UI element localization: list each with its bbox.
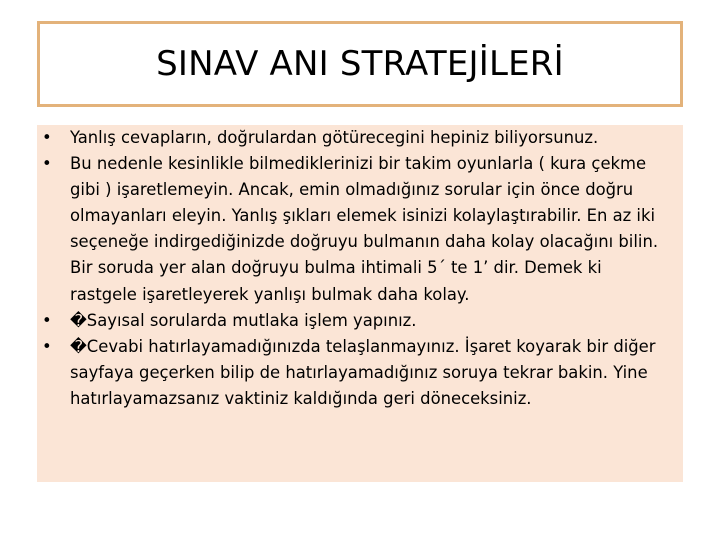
bullet-text: Yanlış cevapların, doğrulardan götürecegini hepiniz biliyorsunuz. xyxy=(70,128,599,147)
bullet-text: Bu nedenle kesinlikle bilmediklerinizi bir takim oyunlarla ( kura çekme gibi ) işaretlemeyin. Ancak, emin olmadığınız sorular için önce doğru olmayanları eleyin. Yanlış şıkları elemek isinizi kolaylaştırabilir. En az iki seçeneğe indirgediğinizde doğruyu bulmanın daha kolay olacağını bilin. Bir soruda yer alan doğruyu bulma ihtimali 5´ te 1’ dir. Demek ki rastgele işaretleyerek yanlışı bulmak daha kolay. xyxy=(70,154,659,304)
bullet-item xyxy=(37,125,669,151)
slide-title: SINAV ANI STRATEJİLERİ xyxy=(156,44,564,84)
bullet-item xyxy=(37,151,669,308)
bullet-text: �Cevabi hatırlayamadığınızda telaşlanmayınız. İşaret koyarak bir diğer sayfaya geçerken bilip de hatırlayamadığınız soruya tekrar bakin. Yine hatırlayamazsanız vaktiniz kaldığında geri döneceksiniz. xyxy=(70,336,656,408)
bullet-dot-icon: • xyxy=(42,310,52,330)
title-box xyxy=(37,21,683,107)
bullet-dot-icon: • xyxy=(42,336,52,356)
bullet-dot-icon: • xyxy=(42,128,52,147)
bullet-item xyxy=(37,334,669,412)
bullet-list xyxy=(37,125,669,412)
bullet-text: �Sayısal sorularda mutlaka işlem yapınız. xyxy=(70,310,417,330)
bullet-dot-icon: • xyxy=(42,154,52,174)
bullet-item xyxy=(37,308,669,334)
content-box xyxy=(37,125,683,482)
